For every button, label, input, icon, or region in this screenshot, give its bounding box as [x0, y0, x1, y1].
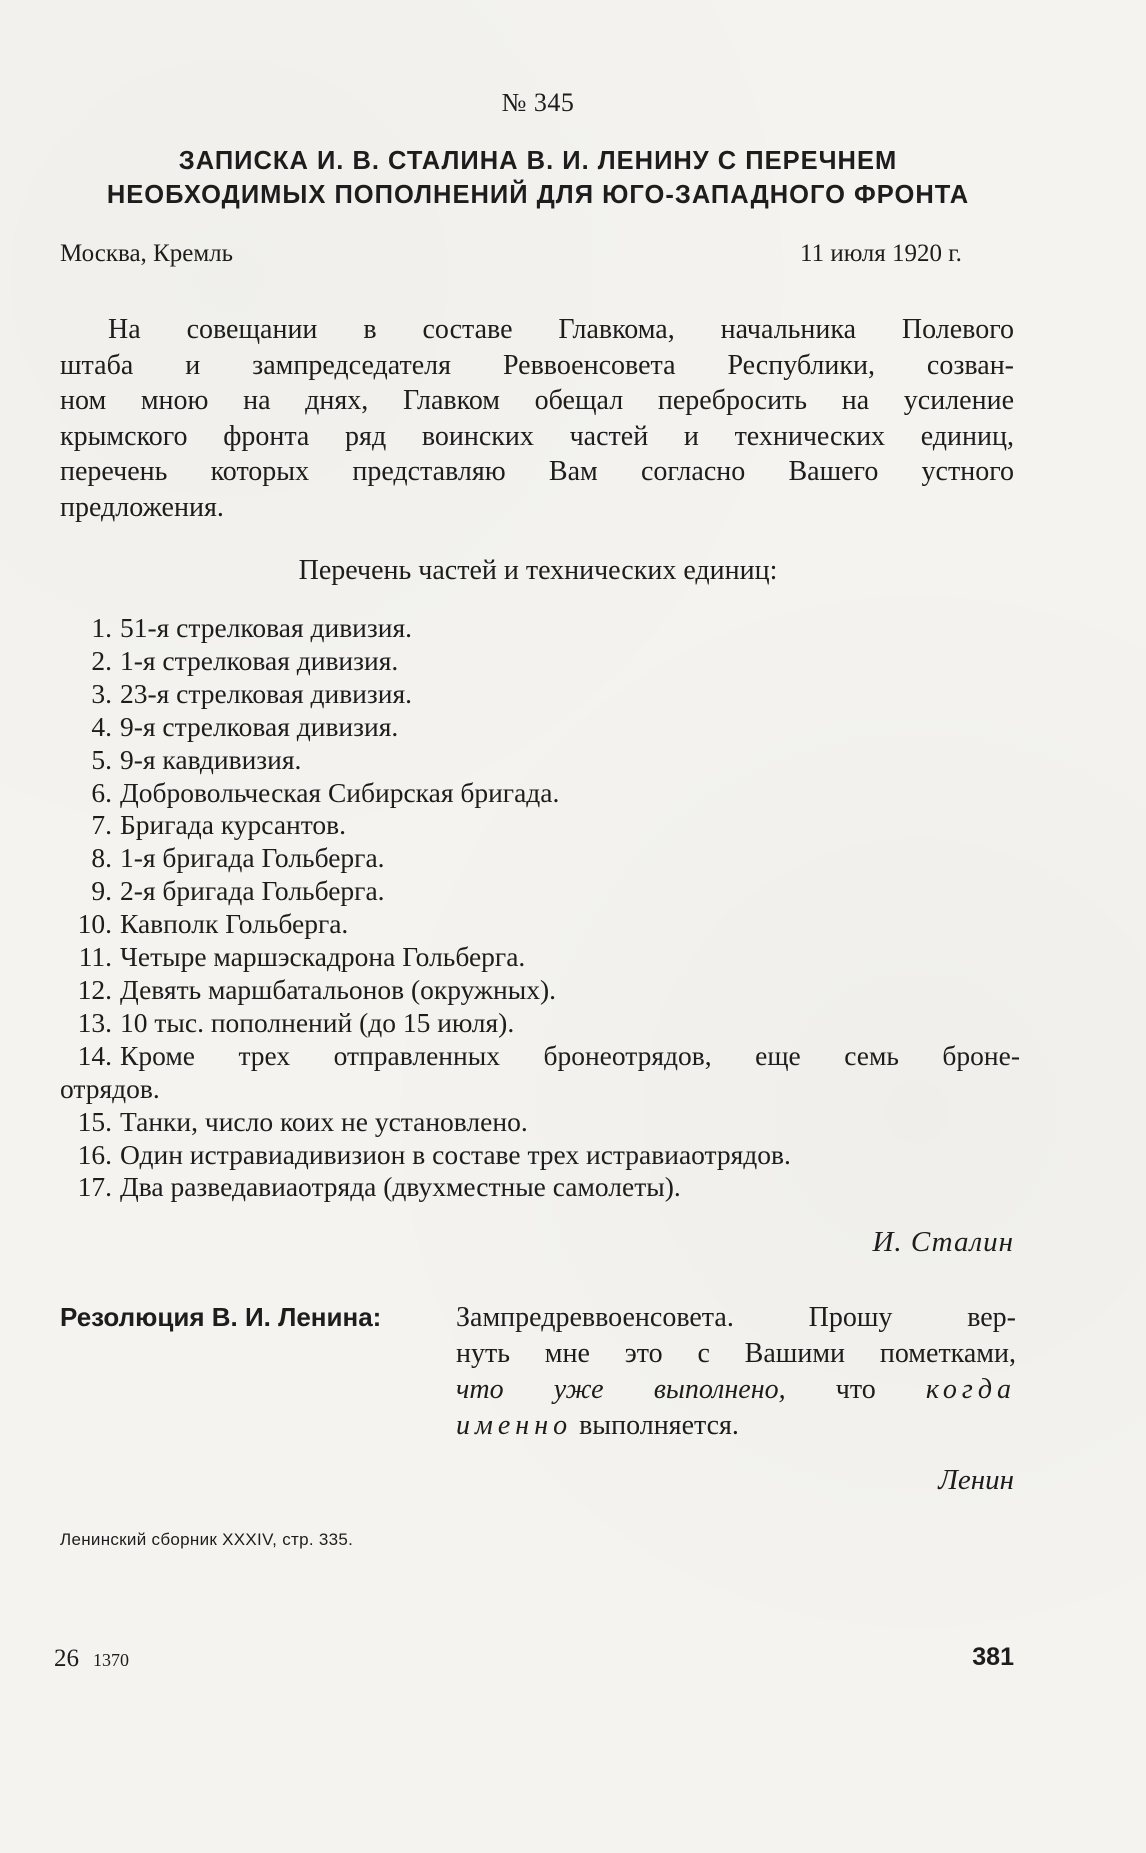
body-line: На совещании в составе Главкома, начальника Полевого	[108, 314, 1014, 345]
resolution-line: нуть мне это с Вашими пометками,	[456, 1338, 1016, 1369]
list-item: 5. 9-я кавдивизия.	[91, 743, 302, 775]
sheet-number: 26	[54, 1645, 79, 1672]
order-number: 1370	[93, 1650, 129, 1670]
source-reference: Ленинский сборник XXXIV, стр. 335.	[60, 1530, 354, 1549]
list-item: 4. 9-я стрелковая дивизия.	[91, 710, 399, 742]
list-item: 13. 10 тыс. пополнений (до 15 июля).	[77, 1006, 515, 1038]
body-line: ном мною на днях, Главком обещал перебросить на усиление	[60, 385, 1014, 416]
title-line-2: НЕОБХОДИМЫХ ПОПОЛНЕНИЙ ДЛЯ ЮГО-ЗАПАДНОГО ФРОНТА	[106, 181, 970, 209]
document-number: № 345	[501, 88, 575, 117]
resolution-text	[456, 1300, 1016, 1444]
list-item: 14. Кроме трех отправленных бронеотрядов, еще семь броне- отрядов.	[60, 1039, 1020, 1104]
page-number: 381	[972, 1643, 1014, 1671]
list-item: 3. 23-я стрелковая дивизия.	[91, 677, 412, 709]
list-item: 6. Добровольческая Сибирская бригада.	[91, 776, 560, 808]
lenin-signature: Ленин	[938, 1464, 1014, 1496]
list-item: 12. Девять маршбатальонов (окружных).	[77, 973, 556, 1005]
title-line-1: ЗАПИСКА И. В. СТАЛИНА В. И. ЛЕНИНУ С ПЕРЕЧНЕМ	[178, 147, 898, 175]
list-item: 7. Бригада курсантов.	[91, 809, 347, 841]
document-title	[60, 144, 1016, 212]
resolution-line: Зампредреввоенсовета. Прошу вер-	[456, 1302, 1016, 1333]
place-of-writing: Москва, Кремль	[60, 240, 234, 267]
document-date: 11 июля 1920 г.	[800, 240, 962, 267]
list-item: 10. Кавполк Гольберга.	[77, 908, 349, 940]
list-item: 16. Один истравиадивизион в составе трех истравиаотрядов.	[77, 1138, 791, 1170]
list-item: 1. 51-я стрелковая дивизия.	[91, 612, 412, 643]
list-item: 2. 1-я стрелковая дивизия.	[91, 644, 399, 676]
stalin-signature: И. Сталин	[872, 1226, 1014, 1258]
body-line: перечень которых представляю Вам согласно Вашего устного	[60, 456, 1014, 487]
printer-signature-mark	[54, 1645, 129, 1673]
resolution-line: именно выполняется.	[456, 1410, 739, 1441]
list-item: 15. Танки, число коих не установлено.	[77, 1105, 528, 1137]
list-item: 8. 1-я бригада Гольберга.	[91, 842, 385, 874]
resolution-line: что уже выполнено, что когда	[456, 1374, 1017, 1405]
resolution-label: Резолюция В. И. Ленина:	[60, 1302, 382, 1332]
list-item: 11. Четыре маршэскадрона Гольберга.	[78, 941, 526, 973]
body-paragraph	[60, 312, 1014, 525]
list-item-continuation: отрядов.	[60, 1072, 160, 1104]
units-list	[60, 612, 1020, 1204]
body-line: штаба и зампредседателя Реввоенсовета Республики, созван-	[60, 349, 1014, 381]
list-item: 9. 2-я бригада Гольберга.	[91, 875, 385, 907]
body-line: предложения.	[60, 491, 224, 523]
list-heading: Перечень частей и технических единиц:	[298, 555, 778, 586]
list-item: 17. Два разведавиаотряда (двухместные самолеты).	[77, 1171, 681, 1203]
body-line: крымского фронта ряд воинских частей и технических единиц,	[60, 420, 1014, 452]
